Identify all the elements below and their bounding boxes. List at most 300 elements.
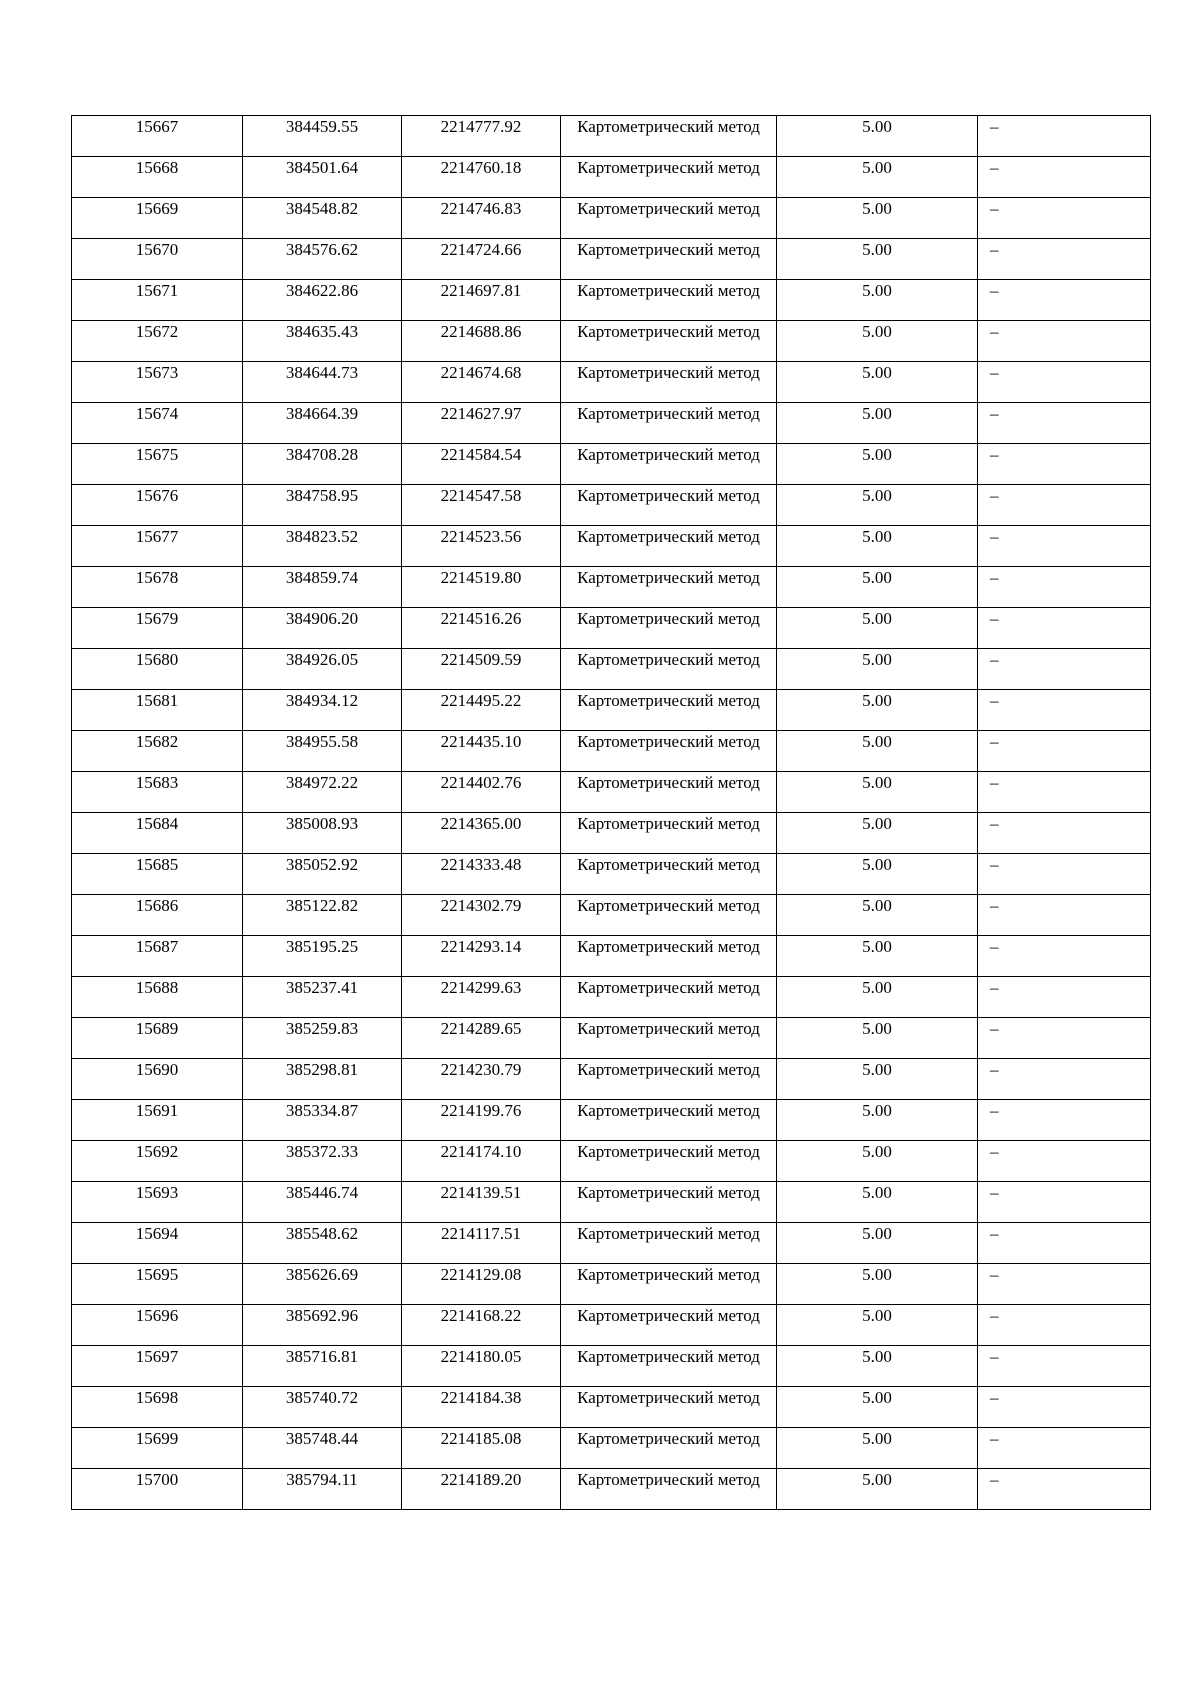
- table-row: [72, 977, 1151, 1018]
- y-coordinate-cell: [402, 1428, 561, 1469]
- y-coordinate-text: 2214495.22: [440, 691, 522, 710]
- point-number-cell: [72, 403, 243, 444]
- note-text: –: [990, 363, 999, 382]
- x-coordinate-cell: [243, 649, 402, 690]
- point-number-cell: [72, 608, 243, 649]
- x-coordinate-cell: [243, 731, 402, 772]
- accuracy-cell: [777, 772, 978, 813]
- table-row: [72, 772, 1151, 813]
- x-coordinate-text: 384906.20: [285, 609, 359, 628]
- x-coordinate-text: 384644.73: [285, 363, 359, 382]
- y-coordinate-text: 2214688.86: [440, 322, 522, 341]
- table-row: [72, 608, 1151, 649]
- accuracy-text: 5.00: [862, 650, 892, 669]
- method-text: Картометрический метод: [577, 199, 760, 218]
- x-coordinate-cell: [243, 1141, 402, 1182]
- table-row: [72, 854, 1151, 895]
- point-number-cell: [72, 1141, 243, 1182]
- y-coordinate-cell: [402, 1387, 561, 1428]
- point-number-text: 15683: [135, 773, 179, 792]
- accuracy-text: 5.00: [862, 1224, 892, 1243]
- y-coordinate-cell: [402, 485, 561, 526]
- table-row: [72, 1387, 1151, 1428]
- x-coordinate-text: 385259.83: [285, 1019, 359, 1038]
- x-coordinate-text: 385334.87: [285, 1101, 359, 1120]
- x-coordinate-cell: [243, 854, 402, 895]
- table-row: [72, 444, 1151, 485]
- accuracy-cell: [777, 1100, 978, 1141]
- point-number-cell: [72, 444, 243, 485]
- point-number-text: 15700: [135, 1470, 179, 1489]
- method-cell: [561, 321, 777, 362]
- accuracy-cell: [777, 1223, 978, 1264]
- y-coordinate-cell: [402, 1223, 561, 1264]
- y-coordinate-text: 2214189.20: [440, 1470, 522, 1489]
- y-coordinate-cell: [402, 1100, 561, 1141]
- y-coordinate-cell: [402, 1059, 561, 1100]
- y-coordinate-text: 2214760.18: [440, 158, 522, 177]
- x-coordinate-cell: [243, 1059, 402, 1100]
- table-row: [72, 1223, 1151, 1264]
- method-cell: [561, 1387, 777, 1428]
- method-cell: [561, 977, 777, 1018]
- table-row: [72, 157, 1151, 198]
- method-cell: [561, 485, 777, 526]
- y-coordinate-text: 2214523.56: [440, 527, 522, 546]
- accuracy-text: 5.00: [862, 527, 892, 546]
- accuracy-text: 5.00: [862, 158, 892, 177]
- note-cell: [978, 1346, 1151, 1387]
- y-coordinate-cell: [402, 608, 561, 649]
- note-text: –: [990, 1101, 999, 1120]
- accuracy-cell: [777, 1264, 978, 1305]
- point-number-cell: [72, 895, 243, 936]
- x-coordinate-cell: [243, 1469, 402, 1510]
- method-cell: [561, 1346, 777, 1387]
- accuracy-cell: [777, 526, 978, 567]
- note-text: –: [990, 609, 999, 628]
- method-cell: [561, 895, 777, 936]
- accuracy-cell: [777, 280, 978, 321]
- y-coordinate-cell: [402, 1305, 561, 1346]
- point-number-text: 15685: [135, 855, 179, 874]
- method-text: Картометрический метод: [577, 1388, 760, 1407]
- table-row: [72, 567, 1151, 608]
- x-coordinate-text: 384823.52: [285, 527, 359, 546]
- x-coordinate-text: 384926.05: [285, 650, 359, 669]
- y-coordinate-text: 2214174.10: [440, 1142, 522, 1161]
- x-coordinate-text: 384758.95: [285, 486, 359, 505]
- point-number-cell: [72, 1182, 243, 1223]
- method-cell: [561, 157, 777, 198]
- x-coordinate-cell: [243, 485, 402, 526]
- point-number-cell: [72, 936, 243, 977]
- table-row: [72, 239, 1151, 280]
- accuracy-cell: [777, 608, 978, 649]
- note-text: –: [990, 1142, 999, 1161]
- y-coordinate-cell: [402, 649, 561, 690]
- coordinates-table: [71, 115, 1151, 1510]
- y-coordinate-text: 2214302.79: [440, 896, 522, 915]
- accuracy-text: 5.00: [862, 1142, 892, 1161]
- note-cell: [978, 321, 1151, 362]
- point-number-text: 15689: [135, 1019, 179, 1038]
- point-number-cell: [72, 1059, 243, 1100]
- accuracy-text: 5.00: [862, 1060, 892, 1079]
- method-text: Картометрический метод: [577, 486, 760, 505]
- table-row: [72, 1264, 1151, 1305]
- accuracy-text: 5.00: [862, 1101, 892, 1120]
- accuracy-text: 5.00: [862, 1183, 892, 1202]
- point-number-text: 15669: [135, 199, 179, 218]
- accuracy-text: 5.00: [862, 404, 892, 423]
- point-number-cell: [72, 280, 243, 321]
- method-cell: [561, 1305, 777, 1346]
- y-coordinate-cell: [402, 567, 561, 608]
- x-coordinate-cell: [243, 1305, 402, 1346]
- accuracy-cell: [777, 1018, 978, 1059]
- method-text: Картометрический метод: [577, 117, 760, 136]
- point-number-text: 15671: [135, 281, 179, 300]
- y-coordinate-text: 2214547.58: [440, 486, 522, 505]
- table-row: [72, 1469, 1151, 1510]
- method-cell: [561, 936, 777, 977]
- y-coordinate-text: 2214199.76: [440, 1101, 522, 1120]
- y-coordinate-cell: [402, 772, 561, 813]
- point-number-text: 15694: [135, 1224, 179, 1243]
- table-body: [72, 116, 1151, 1510]
- note-cell: [978, 895, 1151, 936]
- method-cell: [561, 1018, 777, 1059]
- method-cell: [561, 362, 777, 403]
- accuracy-cell: [777, 1346, 978, 1387]
- x-coordinate-text: 384635.43: [285, 322, 359, 341]
- table-row: [72, 1428, 1151, 1469]
- point-number-cell: [72, 854, 243, 895]
- y-coordinate-cell: [402, 403, 561, 444]
- method-cell: [561, 444, 777, 485]
- accuracy-cell: [777, 1182, 978, 1223]
- point-number-cell: [72, 1264, 243, 1305]
- x-coordinate-cell: [243, 1264, 402, 1305]
- accuracy-cell: [777, 157, 978, 198]
- table-row: [72, 690, 1151, 731]
- note-text: –: [990, 117, 999, 136]
- point-number-cell: [72, 1387, 243, 1428]
- x-coordinate-text: 385740.72: [285, 1388, 359, 1407]
- x-coordinate-text: 384576.62: [285, 240, 359, 259]
- x-coordinate-text: 384859.74: [285, 568, 359, 587]
- table-row: [72, 485, 1151, 526]
- note-text: –: [990, 1429, 999, 1448]
- note-text: –: [990, 240, 999, 259]
- accuracy-cell: [777, 1059, 978, 1100]
- y-coordinate-text: 2214435.10: [440, 732, 522, 751]
- point-number-cell: [72, 362, 243, 403]
- note-cell: [978, 1018, 1151, 1059]
- method-cell: [561, 1182, 777, 1223]
- y-coordinate-text: 2214299.63: [440, 978, 522, 997]
- point-number-cell: [72, 485, 243, 526]
- y-coordinate-text: 2214724.66: [440, 240, 522, 259]
- note-cell: [978, 1100, 1151, 1141]
- note-cell: [978, 157, 1151, 198]
- note-cell: [978, 690, 1151, 731]
- y-coordinate-cell: [402, 116, 561, 157]
- x-coordinate-text: 385195.25: [285, 937, 359, 956]
- method-text: Картометрический метод: [577, 937, 760, 956]
- accuracy-text: 5.00: [862, 609, 892, 628]
- note-cell: [978, 1428, 1151, 1469]
- method-cell: [561, 1141, 777, 1182]
- y-coordinate-cell: [402, 731, 561, 772]
- method-cell: [561, 690, 777, 731]
- method-text: Картометрический метод: [577, 609, 760, 628]
- note-text: –: [990, 1060, 999, 1079]
- method-text: Картометрический метод: [577, 158, 760, 177]
- note-text: –: [990, 1306, 999, 1325]
- x-coordinate-text: 384501.64: [285, 158, 359, 177]
- point-number-cell: [72, 116, 243, 157]
- y-coordinate-cell: [402, 198, 561, 239]
- accuracy-text: 5.00: [862, 281, 892, 300]
- point-number-cell: [72, 321, 243, 362]
- x-coordinate-text: 385548.62: [285, 1224, 359, 1243]
- y-coordinate-text: 2214293.14: [440, 937, 522, 956]
- method-cell: [561, 198, 777, 239]
- point-number-cell: [72, 1100, 243, 1141]
- x-coordinate-text: 384622.86: [285, 281, 359, 300]
- method-text: Картометрический метод: [577, 1306, 760, 1325]
- method-text: Картометрический метод: [577, 281, 760, 300]
- note-text: –: [990, 855, 999, 874]
- note-text: –: [990, 650, 999, 669]
- method-text: Картометрический метод: [577, 404, 760, 423]
- point-number-cell: [72, 198, 243, 239]
- method-cell: [561, 813, 777, 854]
- y-coordinate-cell: [402, 854, 561, 895]
- accuracy-text: 5.00: [862, 1388, 892, 1407]
- point-number-text: 15695: [135, 1265, 179, 1284]
- x-coordinate-cell: [243, 280, 402, 321]
- method-text: Картометрический метод: [577, 1224, 760, 1243]
- x-coordinate-text: 385052.92: [285, 855, 359, 874]
- point-number-text: 15684: [135, 814, 179, 833]
- method-cell: [561, 731, 777, 772]
- point-number-text: 15670: [135, 240, 179, 259]
- x-coordinate-text: 385298.81: [285, 1060, 359, 1079]
- note-text: –: [990, 1019, 999, 1038]
- accuracy-cell: [777, 239, 978, 280]
- accuracy-cell: [777, 1428, 978, 1469]
- method-text: Картометрический метод: [577, 322, 760, 341]
- accuracy-cell: [777, 895, 978, 936]
- x-coordinate-cell: [243, 1223, 402, 1264]
- point-number-text: 15675: [135, 445, 179, 464]
- accuracy-text: 5.00: [862, 240, 892, 259]
- y-coordinate-text: 2214519.80: [440, 568, 522, 587]
- point-number-text: 15680: [135, 650, 179, 669]
- point-number-text: 15674: [135, 404, 179, 423]
- accuracy-cell: [777, 1141, 978, 1182]
- accuracy-text: 5.00: [862, 978, 892, 997]
- point-number-cell: [72, 1305, 243, 1346]
- accuracy-cell: [777, 1469, 978, 1510]
- y-coordinate-cell: [402, 1264, 561, 1305]
- y-coordinate-text: 2214516.26: [440, 609, 522, 628]
- note-text: –: [990, 1388, 999, 1407]
- accuracy-cell: [777, 362, 978, 403]
- table-row: [72, 1346, 1151, 1387]
- point-number-cell: [72, 526, 243, 567]
- point-number-text: 15686: [135, 896, 179, 915]
- y-coordinate-text: 2214184.38: [440, 1388, 522, 1407]
- point-number-cell: [72, 977, 243, 1018]
- point-number-text: 15696: [135, 1306, 179, 1325]
- accuracy-cell: [777, 854, 978, 895]
- point-number-cell: [72, 813, 243, 854]
- y-coordinate-cell: [402, 690, 561, 731]
- table-row: [72, 1059, 1151, 1100]
- y-coordinate-cell: [402, 280, 561, 321]
- accuracy-text: 5.00: [862, 199, 892, 218]
- point-number-text: 15699: [135, 1429, 179, 1448]
- note-cell: [978, 1469, 1151, 1510]
- table-row: [72, 813, 1151, 854]
- x-coordinate-text: 385446.74: [285, 1183, 359, 1202]
- y-coordinate-cell: [402, 1018, 561, 1059]
- accuracy-cell: [777, 444, 978, 485]
- y-coordinate-text: 2214168.22: [440, 1306, 522, 1325]
- note-cell: [978, 1387, 1151, 1428]
- table-row: [72, 280, 1151, 321]
- point-number-cell: [72, 1018, 243, 1059]
- table-row: [72, 1100, 1151, 1141]
- y-coordinate-text: 2214185.08: [440, 1429, 522, 1448]
- x-coordinate-text: 385237.41: [285, 978, 359, 997]
- y-coordinate-text: 2214117.51: [440, 1224, 522, 1243]
- table-row: [72, 1182, 1151, 1223]
- point-number-text: 15691: [135, 1101, 179, 1120]
- accuracy-text: 5.00: [862, 855, 892, 874]
- point-number-text: 15667: [135, 117, 179, 136]
- x-coordinate-cell: [243, 608, 402, 649]
- method-cell: [561, 567, 777, 608]
- method-text: Картометрический метод: [577, 445, 760, 464]
- note-cell: [978, 731, 1151, 772]
- method-text: Картометрический метод: [577, 240, 760, 259]
- note-cell: [978, 444, 1151, 485]
- note-cell: [978, 1305, 1151, 1346]
- table-row: [72, 1305, 1151, 1346]
- method-text: Картометрический метод: [577, 691, 760, 710]
- note-cell: [978, 608, 1151, 649]
- y-coordinate-text: 2214139.51: [440, 1183, 522, 1202]
- note-cell: [978, 977, 1151, 1018]
- y-coordinate-text: 2214674.68: [440, 363, 522, 382]
- point-number-text: 15693: [135, 1183, 179, 1202]
- accuracy-text: 5.00: [862, 896, 892, 915]
- note-text: –: [990, 1470, 999, 1489]
- accuracy-cell: [777, 116, 978, 157]
- point-number-text: 15687: [135, 937, 179, 956]
- accuracy-cell: [777, 198, 978, 239]
- method-cell: [561, 1100, 777, 1141]
- method-cell: [561, 608, 777, 649]
- accuracy-text: 5.00: [862, 732, 892, 751]
- y-coordinate-cell: [402, 444, 561, 485]
- method-text: Картометрический метод: [577, 732, 760, 751]
- accuracy-text: 5.00: [862, 1470, 892, 1489]
- method-text: Картометрический метод: [577, 1347, 760, 1366]
- table-row: [72, 526, 1151, 567]
- accuracy-text: 5.00: [862, 1265, 892, 1284]
- x-coordinate-cell: [243, 977, 402, 1018]
- note-text: –: [990, 404, 999, 423]
- method-cell: [561, 280, 777, 321]
- note-cell: [978, 1182, 1151, 1223]
- accuracy-cell: [777, 485, 978, 526]
- accuracy-text: 5.00: [862, 363, 892, 382]
- note-text: –: [990, 322, 999, 341]
- note-text: –: [990, 281, 999, 300]
- y-coordinate-text: 2214129.08: [440, 1265, 522, 1284]
- y-coordinate-text: 2214230.79: [440, 1060, 522, 1079]
- x-coordinate-cell: [243, 198, 402, 239]
- method-cell: [561, 1264, 777, 1305]
- x-coordinate-text: 385626.69: [285, 1265, 359, 1284]
- x-coordinate-text: 385716.81: [285, 1347, 359, 1366]
- y-coordinate-text: 2214509.59: [440, 650, 522, 669]
- x-coordinate-cell: [243, 1182, 402, 1223]
- point-number-text: 15676: [135, 486, 179, 505]
- y-coordinate-cell: [402, 936, 561, 977]
- accuracy-cell: [777, 567, 978, 608]
- method-cell: [561, 403, 777, 444]
- x-coordinate-text: 384708.28: [285, 445, 359, 464]
- accuracy-text: 5.00: [862, 1019, 892, 1038]
- method-text: Картометрический метод: [577, 1142, 760, 1161]
- table-row: [72, 1141, 1151, 1182]
- point-number-cell: [72, 1428, 243, 1469]
- point-number-cell: [72, 1346, 243, 1387]
- method-cell: [561, 649, 777, 690]
- note-cell: [978, 280, 1151, 321]
- accuracy-text: 5.00: [862, 117, 892, 136]
- point-number-text: 15697: [135, 1347, 179, 1366]
- accuracy-text: 5.00: [862, 814, 892, 833]
- point-number-text: 15668: [135, 158, 179, 177]
- note-text: –: [990, 568, 999, 587]
- point-number-cell: [72, 1223, 243, 1264]
- x-coordinate-cell: [243, 813, 402, 854]
- method-text: Картометрический метод: [577, 814, 760, 833]
- accuracy-cell: [777, 1387, 978, 1428]
- x-coordinate-cell: [243, 444, 402, 485]
- method-cell: [561, 1469, 777, 1510]
- x-coordinate-text: 384548.82: [285, 199, 359, 218]
- point-number-cell: [72, 239, 243, 280]
- point-number-cell: [72, 772, 243, 813]
- note-cell: [978, 1264, 1151, 1305]
- table-row: [72, 362, 1151, 403]
- note-text: –: [990, 1265, 999, 1284]
- accuracy-cell: [777, 813, 978, 854]
- point-number-text: 15692: [135, 1142, 179, 1161]
- x-coordinate-text: 385692.96: [285, 1306, 359, 1325]
- table-row: [72, 1018, 1151, 1059]
- note-text: –: [990, 814, 999, 833]
